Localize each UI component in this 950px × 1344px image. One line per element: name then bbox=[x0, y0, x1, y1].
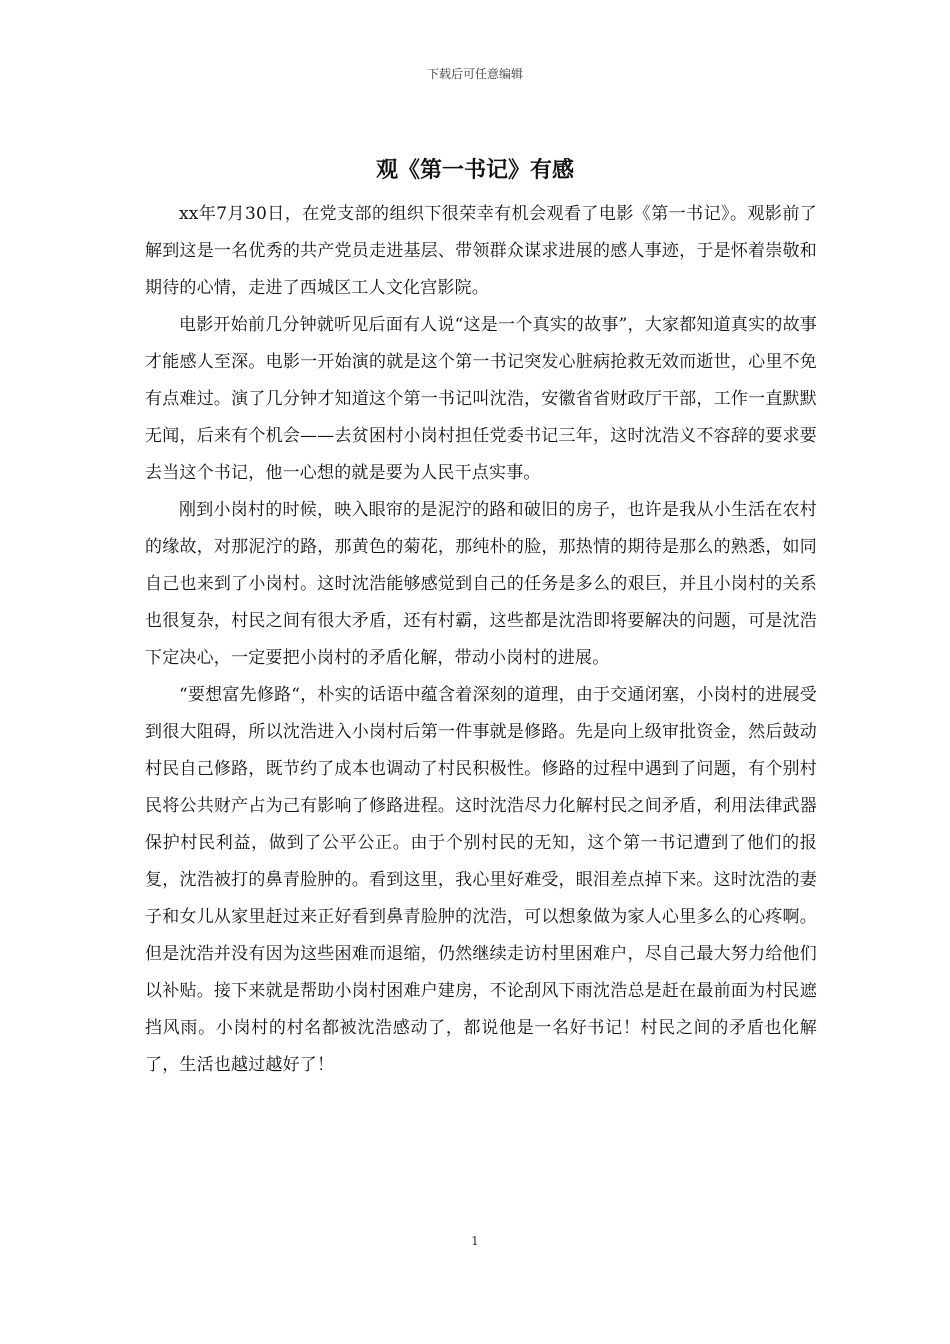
paragraph-4: “要想富先修路“，朴实的话语中蕴含着深刻的道理，由于交通闭塞，小岗村的进展受到很大阻碍，所以沈浩进入小岗村后第一件事就是修路。先是向上级审批资金，然后鼓动村民自己修路，既节约了成本也调动了村民积极性。修路的过程中遇到了问题，有个别村民将公共财产占为己有影响了修路进程。这时沈浩尽力化解村民之间矛盾，利用法律武器保护村民利益，做到了公平公正。由于个别村民的无知，这个第一书记遭到了他们的报复，沈浩被打的鼻青脸肿的。看到这里，我心里好难受，眼泪差点掉下来。这时沈浩的妻子和女儿从家里赶过来正好看到鼻青脸肿的沈浩，可以想象做为家人心里多么的心疼啊。但是沈浩并没有因为这些困难而退缩，仍然继续走访村里困难户，尽自己最大努力给他们以补贴。接下来就是帮助小岗村困难户建房，不论刮风下雨沈浩总是赶在最前面为村民遮挡风雨。小岗村的村名都被沈浩感动了，都说他是一名好书记！村民之间的矛盾也化解了，生活也越过越好了！ bbox=[145, 685, 817, 1075]
document-body bbox=[145, 196, 817, 1084]
document-title: 观《第一书记》有感 bbox=[375, 157, 574, 183]
page-number: 1 bbox=[471, 1234, 479, 1248]
page-header-note: 下载后可任意编辑 bbox=[426, 67, 523, 81]
paragraph-2: 电影开始前几分钟就听见后面有人说“这是一个真实的故事”，大家都知道真实的故事才能感人至深。电影一开始演的就是这个第一书记突发心脏病抢救无效而逝世，心里不免有点难过。演了几分钟才知道这个第一书记叫沈浩，安徽省省财政厅干部，工作一直默默无闻，后来有个机会——去贫困村小岗村担任党委书记三年，这时沈浩义不容辞的要求要去当这个书记，他一心想的就是要为人民干点实事。 bbox=[145, 315, 817, 483]
paragraph-1: xx年7月30日，在党支部的组织下很荣幸有机会观看了电影《第一书记》。观影前了解到这是一名优秀的共产党员走进基层、带领群众谋求进展的感人事迹，于是怀着崇敬和期待的心情，走进了西城区工人文化宫影院。 bbox=[145, 204, 817, 298]
paragraph-3: 刚到小岗村的时候，映入眼帘的是泥泞的路和破旧的房子，也许是我从小生活在农村的缘故，对那泥泞的路，那黄色的菊花，那纯朴的脸，那热情的期待是那么的熟悉，如同自己也来到了小岗村。这时沈浩能够感觉到自己的任务是多么的艰巨，并且小岗村的关系也很复杂，村民之间有很大矛盾，还有村霸，这些都是沈浩即将要解决的问题，可是沈浩下定决心，一定要把小岗村的矛盾化解，带动小岗村的进展。 bbox=[145, 500, 817, 668]
